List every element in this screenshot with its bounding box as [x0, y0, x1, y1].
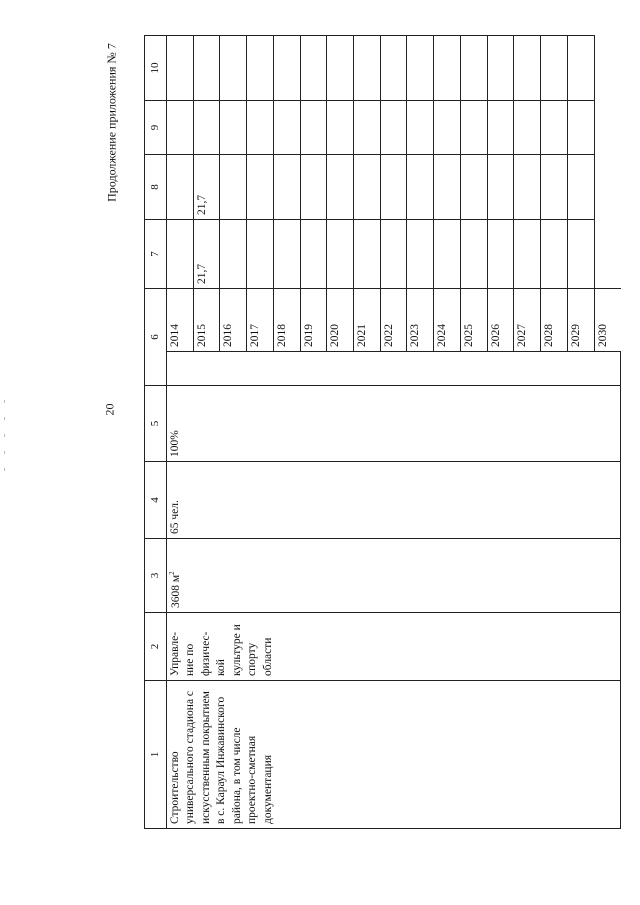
col9-cell	[541, 101, 568, 155]
year-cell: 2024	[434, 289, 461, 352]
year-cell: 2014	[166, 289, 193, 352]
col7-cell	[460, 220, 487, 289]
col8-cell	[567, 155, 594, 220]
rotated-table-wrapper	[144, 36, 621, 829]
col8-cell	[354, 155, 381, 220]
header-col-8: 8	[145, 155, 167, 220]
year-cell: 2021	[354, 289, 381, 352]
col8-cell	[300, 155, 327, 220]
col9-cell	[273, 101, 300, 155]
col10-cell	[327, 36, 354, 101]
col7-cell	[407, 220, 434, 289]
col10-cell	[541, 36, 568, 101]
spacer-cell	[166, 352, 620, 386]
col8-cell: 21,7	[193, 155, 220, 220]
col7-cell	[166, 220, 193, 289]
page-number: 20	[102, 403, 117, 416]
year-cell: 2026	[487, 289, 514, 352]
col9-cell	[247, 101, 274, 155]
area-value: 3608 м	[169, 574, 182, 608]
empty-trailing-cell	[594, 36, 620, 289]
col9-cell	[300, 101, 327, 155]
col7-cell: 21,7	[193, 220, 220, 289]
col7-cell	[300, 220, 327, 289]
agency-cell: Управле-ние по физичес-кой культуре и спорту области	[166, 613, 620, 681]
year-cell: 2022	[380, 289, 407, 352]
col10-cell	[407, 36, 434, 101]
col8-cell	[434, 155, 461, 220]
col10-cell	[247, 36, 274, 101]
readiness-cell: 100%	[166, 386, 620, 462]
table-body	[145, 36, 621, 829]
col10-cell	[380, 36, 407, 101]
col10-cell	[487, 36, 514, 101]
col7-cell	[541, 220, 568, 289]
col7-cell	[487, 220, 514, 289]
year-cell: 2018	[273, 289, 300, 352]
header-col-9: 9	[145, 101, 167, 155]
col7-cell	[220, 220, 247, 289]
faint-margin-marks	[4, 400, 5, 520]
header-col-6: 6	[145, 289, 167, 386]
col7-cell	[273, 220, 300, 289]
col9-cell	[354, 101, 381, 155]
col7-cell	[354, 220, 381, 289]
col7-cell	[380, 220, 407, 289]
col10-cell	[193, 36, 220, 101]
appendix-table	[144, 35, 621, 829]
year-cell: 2015	[193, 289, 220, 352]
header-number-row	[145, 36, 167, 829]
col8-cell	[327, 155, 354, 220]
year-cell: 2016	[220, 289, 247, 352]
col10-cell	[354, 36, 381, 101]
col7-cell	[567, 220, 594, 289]
col8-cell	[273, 155, 300, 220]
year-cell: 2030	[594, 289, 620, 352]
header-col-7: 7	[145, 220, 167, 289]
col8-cell	[407, 155, 434, 220]
col10-cell	[220, 36, 247, 101]
year-cell: 2017	[247, 289, 274, 352]
col9-cell	[327, 101, 354, 155]
col10-cell	[273, 36, 300, 101]
header-col-10: 10	[145, 36, 167, 101]
header-col-3: 3	[145, 539, 167, 613]
area-cell	[166, 539, 620, 613]
year-cell: 2029	[567, 289, 594, 352]
col9-cell	[407, 101, 434, 155]
year-cell: 2028	[541, 289, 568, 352]
col8-cell	[166, 155, 193, 220]
header-col-2: 2	[145, 613, 167, 681]
header-col-4: 4	[145, 462, 167, 539]
header-col-5: 5	[145, 386, 167, 462]
col8-cell	[541, 155, 568, 220]
year-cell: 2027	[514, 289, 541, 352]
col10-cell	[300, 36, 327, 101]
col7-cell	[514, 220, 541, 289]
header-col-1: 1	[145, 681, 167, 829]
col8-cell	[487, 155, 514, 220]
col9-cell	[434, 101, 461, 155]
col10-cell	[514, 36, 541, 101]
col7-cell	[247, 220, 274, 289]
col9-cell	[487, 101, 514, 155]
col9-cell	[460, 101, 487, 155]
col9-cell	[166, 101, 193, 155]
col8-cell	[247, 155, 274, 220]
continuation-label: Продолжение приложения № 7	[104, 43, 119, 202]
year-cell: 2025	[460, 289, 487, 352]
table-row	[166, 36, 193, 829]
col8-cell	[220, 155, 247, 220]
year-cell: 2020	[327, 289, 354, 352]
year-cell: 2023	[407, 289, 434, 352]
col8-cell	[514, 155, 541, 220]
col8-cell	[460, 155, 487, 220]
col10-cell	[567, 36, 594, 101]
col9-cell	[220, 101, 247, 155]
col9-cell	[567, 101, 594, 155]
table-area	[144, 36, 621, 829]
col7-cell	[434, 220, 461, 289]
col8-cell	[380, 155, 407, 220]
col10-cell	[166, 36, 193, 101]
col10-cell	[434, 36, 461, 101]
col9-cell	[380, 101, 407, 155]
year-cell: 2019	[300, 289, 327, 352]
object-name-cell: Строительство универсального стадиона с искусственным покрытием в с. Караул Инжавинского района, в том числе проектно-сметная документация	[166, 681, 620, 829]
col7-cell	[327, 220, 354, 289]
area-sup: 2	[167, 571, 176, 575]
capacity-cell: 65 чел.	[166, 462, 620, 539]
col9-cell	[193, 101, 220, 155]
col10-cell	[460, 36, 487, 101]
col9-cell	[514, 101, 541, 155]
